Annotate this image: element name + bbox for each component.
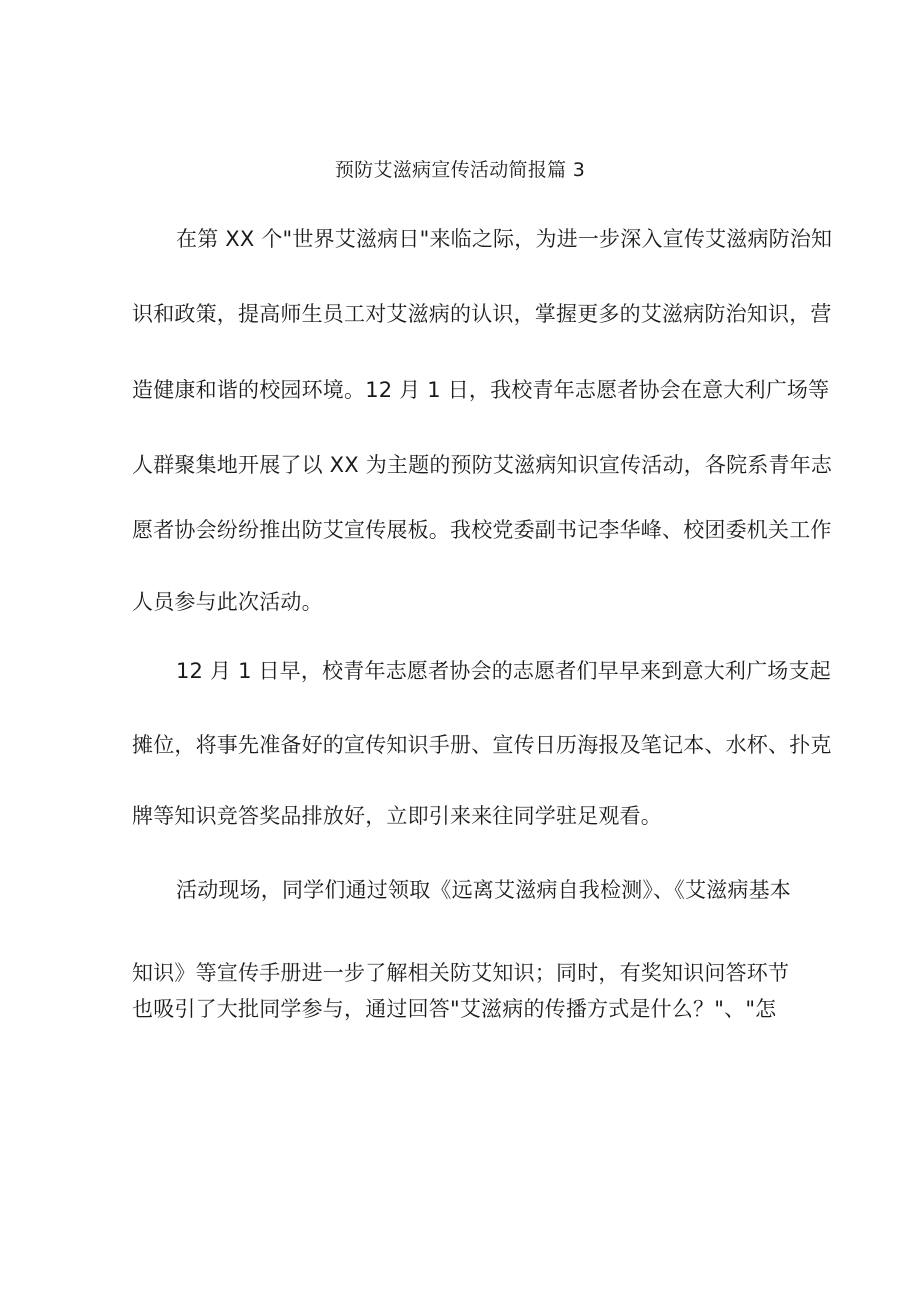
paragraph-3-line-2: 知识》等宣传手册进一步了解相关防艾知识；同时，有奖知识问答环节 bbox=[132, 961, 790, 985]
paragraph-1-line-6: 人员参与此次活动。 bbox=[132, 590, 323, 614]
paragraph-1-line-5: 愿者协会纷纷推出防艾宣传展板。我校党委副书记李华峰、校团委机关工作 bbox=[132, 518, 832, 542]
paragraph-1-line-3: 造健康和谐的校园环境。12 月 1 日，我校青年志愿者协会在意大利广场等 bbox=[132, 378, 830, 402]
paragraph-2-line-3: 牌等知识竞答奖品排放好，立即引来来往同学驻足观看。 bbox=[132, 804, 662, 828]
paragraph-1-line-2: 识和政策，提高师生员工对艾滋病的认识，掌握更多的艾滋病防治知识，营 bbox=[132, 302, 832, 326]
paragraph-2-line-1: 12 月 1 日早，校青年志愿者协会的志愿者们早早来到意大利广场支起 bbox=[176, 659, 831, 683]
document-title: 预防艾滋病宣传活动简报篇 3 bbox=[334, 159, 586, 181]
paragraph-3-line-1: 活动现场，同学们通过领取《远离艾滋病自我检测》、《艾滋病基本 bbox=[176, 878, 791, 902]
paragraph-3-line-3: 也吸引了大批同学参与，通过回答"艾滋病的传播方式是什么？"、"怎 bbox=[132, 997, 777, 1021]
paragraph-1-line-4: 人群聚集地开展了以 XX 为主题的预防艾滋病知识宣传活动，各院系青年志 bbox=[132, 453, 833, 477]
paragraph-1-line-1: 在第 XX 个"世界艾滋病日"来临之际，为进一步深入宣传艾滋病防治知 bbox=[176, 227, 833, 251]
paragraph-2-line-2: 摊位，将事先准备好的宣传知识手册、宣传日历海报及笔记本、水杯、扑克 bbox=[132, 733, 832, 757]
